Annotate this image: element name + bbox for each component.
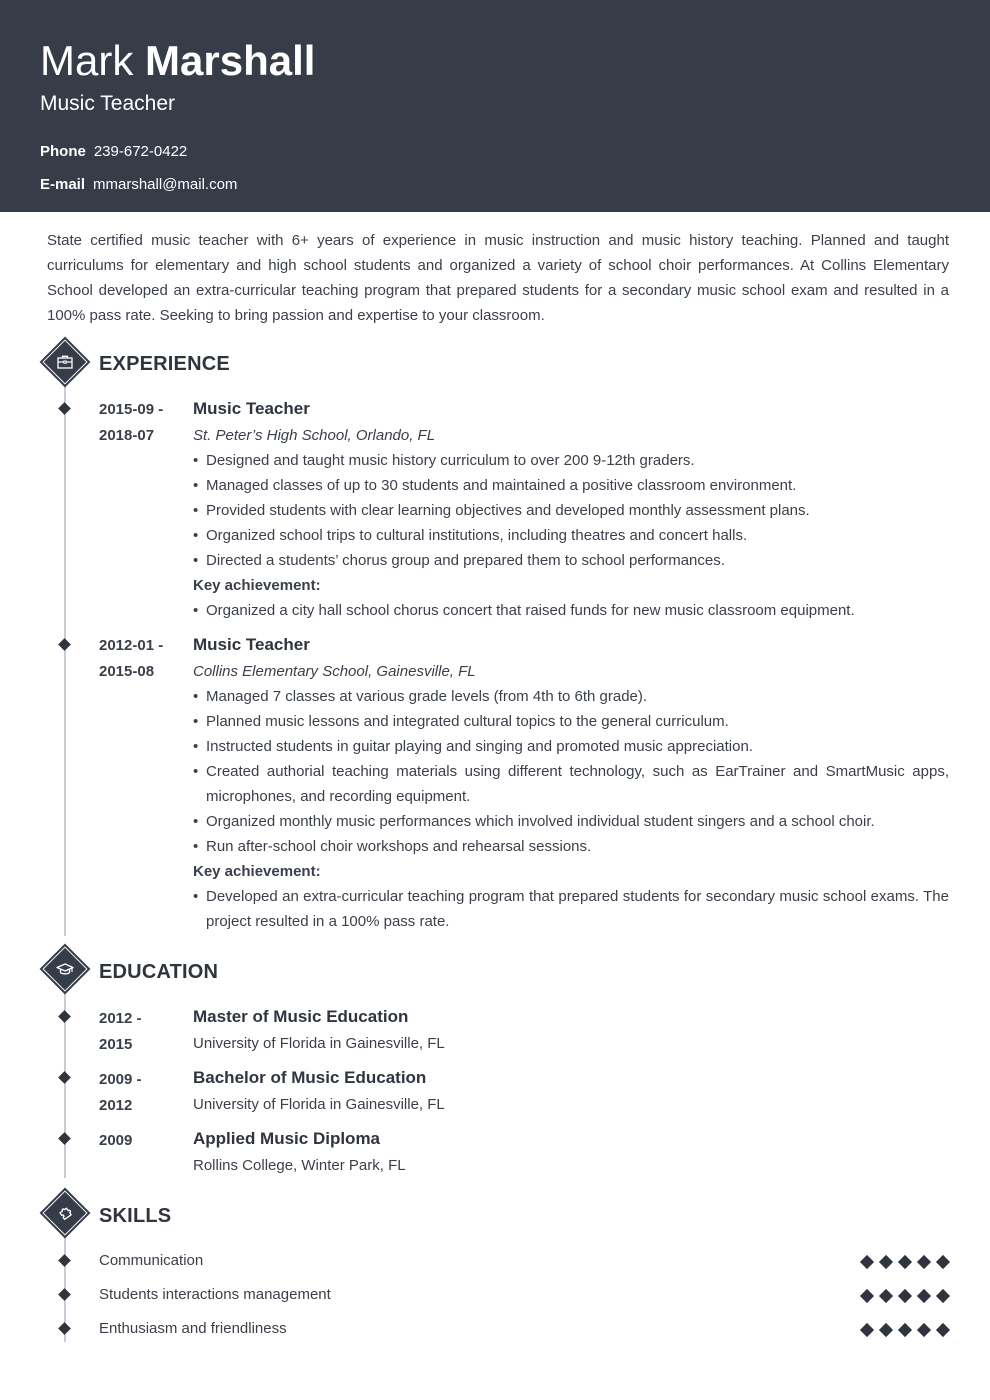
timeline-marker	[58, 402, 71, 415]
job-responsibilities	[193, 448, 949, 573]
degree-title: Applied Music Diploma	[193, 1129, 381, 1148]
job-title: Music Teacher	[193, 635, 310, 654]
job-entry	[193, 396, 949, 623]
skill-level-diamond	[936, 1255, 950, 1269]
degree-title: Master of Music Education	[193, 1007, 409, 1026]
skills-section-icon	[49, 1197, 81, 1229]
skill-level-diamond	[879, 1323, 893, 1337]
list-item: • Organized monthly music performances which involved individual student singers and a school choir.	[193, 809, 949, 834]
education-dates	[99, 1128, 179, 1154]
email-label: E-mail	[40, 176, 86, 193]
email-value[interactable]: mmarshall@mail.com	[93, 176, 238, 193]
key-achievement-label: Key achievement:	[193, 577, 321, 594]
job-achievements	[193, 884, 949, 934]
date-start: 2009	[99, 1132, 133, 1149]
list-item: • Provided students with clear learning objectives and developed monthly assessment plans.	[193, 498, 949, 523]
skill-level-diamond	[917, 1255, 931, 1269]
timeline-marker	[58, 1254, 71, 1267]
education-entry	[193, 1065, 949, 1117]
job-achievements	[193, 598, 949, 623]
date-end: 2012	[99, 1097, 133, 1114]
date-start: 2015-09 -	[99, 401, 164, 418]
phone-value: 239-672-0422	[93, 143, 188, 160]
education-entry	[193, 1126, 949, 1178]
education-dates	[99, 1006, 179, 1058]
list-item: • Directed a students’ chorus group and prepared them to school performances.	[193, 548, 949, 573]
skill-level-diamond	[936, 1289, 950, 1303]
last-name: Marshall	[145, 37, 316, 84]
phone-label: Phone	[40, 143, 86, 160]
skill-level-diamond	[917, 1289, 931, 1303]
timeline-marker	[58, 1132, 71, 1145]
date-end: 2018-07	[99, 427, 155, 444]
school-name: University of Florida in Gainesville, FL	[193, 1096, 445, 1113]
puzzle-piece-icon	[53, 1201, 77, 1225]
date-start: 2012-01 -	[99, 637, 164, 654]
list-item: • Created authorial teaching materials using different technology, such as EarTrainer and SmartMusic apps, microphones, and recording equipment.	[193, 759, 949, 809]
school-name: Rollins College, Winter Park, FL	[193, 1157, 406, 1174]
skill-level-diamond	[860, 1323, 874, 1337]
contact-phone	[40, 142, 187, 162]
list-item: • Organized a city hall school chorus concert that raised funds for new music classroom equipment.	[193, 598, 949, 623]
skill-level-diamond	[879, 1289, 893, 1303]
skill-rating	[860, 1255, 952, 1269]
job-dates	[99, 397, 179, 449]
job-company: St. Peter’s High School, Orlando, FL	[193, 427, 436, 444]
date-start: 2012 -	[99, 1010, 142, 1027]
skill-level-diamond	[898, 1323, 912, 1337]
education-entry	[193, 1004, 949, 1056]
skill-level-diamond	[898, 1255, 912, 1269]
resume-header	[0, 0, 990, 212]
skill-rating	[860, 1323, 952, 1337]
full-name	[40, 36, 315, 86]
job-dates	[99, 633, 179, 685]
key-achievement-label: Key achievement:	[193, 863, 321, 880]
education-section-icon	[49, 953, 81, 985]
list-item: • Planned music lessons and integrated cultural topics to the general curriculum.	[193, 709, 949, 734]
job-title: Music Teacher	[40, 92, 176, 115]
date-end: 2015	[99, 1036, 133, 1053]
skills-title: SKILLS	[99, 1205, 172, 1227]
timeline-marker	[58, 1288, 71, 1301]
contact-email	[40, 175, 237, 195]
list-item: • Instructed students in guitar playing and singing and promoted music appreciation.	[193, 734, 949, 759]
experience-section-icon	[49, 346, 81, 378]
job-company: Collins Elementary School, Gainesville, FL	[193, 663, 476, 680]
skill-name: Communication	[99, 1252, 204, 1269]
timeline-marker	[58, 1010, 71, 1023]
skill-name: Enthusiasm and friendliness	[99, 1320, 287, 1337]
date-end: 2015-08	[99, 663, 155, 680]
job-entry	[193, 632, 949, 934]
list-item: • Managed 7 classes at various grade levels (from 4th to 6th grade).	[193, 684, 949, 709]
timeline-marker	[58, 1322, 71, 1335]
timeline-marker	[58, 638, 71, 651]
education-dates	[99, 1067, 179, 1119]
skill-rating	[860, 1289, 952, 1303]
degree-title: Bachelor of Music Education	[193, 1068, 427, 1087]
skill-level-diamond	[936, 1323, 950, 1337]
skill-level-diamond	[917, 1323, 931, 1337]
list-item: • Run after-school choir workshops and rehearsal sessions.	[193, 834, 949, 859]
briefcase-icon	[53, 350, 77, 374]
summary: State certified music teacher with 6+ years of experience in music instruction and music history teaching. Planned and taught curriculums for elementary and high school students and organized a variety of school choir performances. At Collins Elementary School developed an extra-curricular teaching program that prepared students for a secondary music school exam and resulted in a 100% pass rate. Seeking to bring passion and expertise to your classroom.	[47, 232, 949, 324]
school-name: University of Florida in Gainesville, FL	[193, 1035, 445, 1052]
list-item: • Designed and taught music history curriculum to over 200 9-12th graders.	[193, 448, 949, 473]
first-name: Mark	[40, 37, 134, 84]
skill-level-diamond	[898, 1289, 912, 1303]
experience-title: EXPERIENCE	[99, 353, 230, 375]
date-start: 2009 -	[99, 1071, 142, 1088]
list-item: • Developed an extra-curricular teaching program that prepared students for secondary music school exams. The project resulted in a 100% pass rate.	[193, 884, 949, 934]
graduation-cap-icon	[53, 957, 77, 981]
skill-level-diamond	[860, 1289, 874, 1303]
skill-name: Students interactions management	[99, 1286, 331, 1303]
list-item: • Organized school trips to cultural institutions, including theatres and concert halls.	[193, 523, 949, 548]
experience-timeline	[64, 380, 66, 936]
education-title: EDUCATION	[99, 961, 219, 983]
timeline-marker	[58, 1071, 71, 1084]
skill-level-diamond	[860, 1255, 874, 1269]
job-title: Music Teacher	[193, 399, 310, 418]
list-item: • Managed classes of up to 30 students and maintained a positive classroom environment.	[193, 473, 949, 498]
skill-level-diamond	[879, 1255, 893, 1269]
job-responsibilities	[193, 684, 949, 859]
